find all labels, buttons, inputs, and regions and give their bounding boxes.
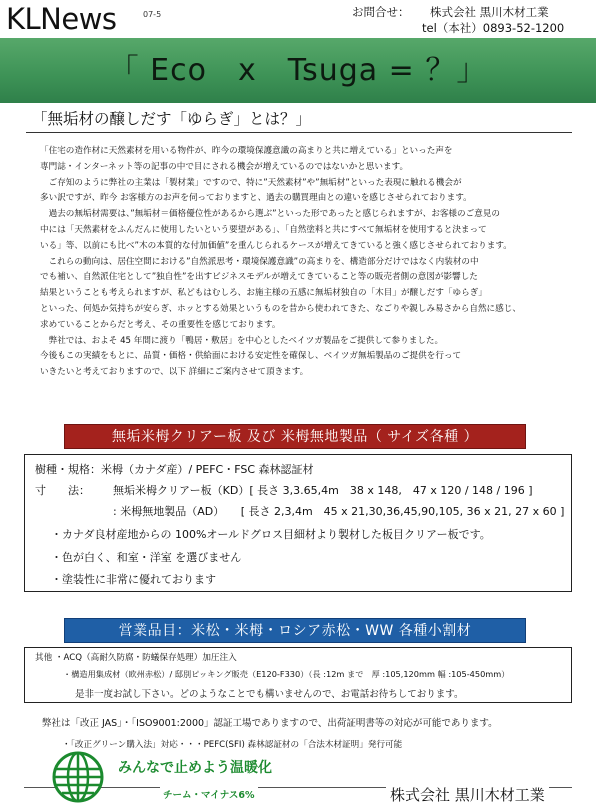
body-line: 結果ということも考えられますが、私どもはむしろ、お施主様の五感に無垢材独自の「木目」が醸しだす「ゆらぎ」	[40, 288, 487, 299]
species-spec: 樹種・規格：米栂（カナダ産）/ PEFC・FSC 森林認証材	[35, 463, 314, 476]
business-line: 其他 ・ACQ（高耐久防腐・防蟻保存処理）加圧注入	[35, 653, 237, 663]
body-line: ご存知のように弊社の主業は「製材業」ですので、特に”天然素材”や”無垢材”といった表現に触れる機会が	[40, 177, 462, 188]
certification-note: 弊社は「改正 JAS」・「ISO9001:2000」認証工場でありますので、出荷証明書等の対応が可能であります。	[42, 718, 498, 729]
team-minus-text: チーム・マイナス6%	[160, 787, 258, 801]
business-line: ・構造用集成材（欧州赤松）/ 邸別ピッキング販売（E120-F330）（長 :12m まで 厚 :105,120mm 幅 :105-450mm）	[63, 669, 510, 679]
body-line: 専門誌・インターネット等の記事の中で目にされる機会が増えているのではないかと思います。	[40, 161, 409, 172]
body-line: 中には「天然素材をふんだんに使用したいという要望がある」、「自然塗料と共にすべて無垢材を使用すると決まって	[40, 224, 487, 235]
body-line: いきたいと考えておりますので、以下 詳細にご案内させて頂きます。	[40, 367, 309, 378]
slogan-text: みんなで止めよう温暖化	[118, 760, 272, 776]
body-line: 多い訳ですが、昨今 お客様方のお声を伺っておりますと、過去の購買理由との違いを感じさせられております。	[40, 193, 472, 204]
business-box	[24, 647, 572, 703]
body-line: 求めていることからだと考え、その重要性を感じております。	[40, 319, 281, 330]
body-line: 弊社では、およそ 45 年間に渡り「鴨居・敷居」を中心としたベイツガ製品をご提供して参りました。	[40, 335, 444, 346]
body-line: 「住宅の造作材に天然素材を用いる物件が、昨今の環境保護意識の高まりと共に増えている」といった声を	[40, 146, 453, 156]
issue-number: 07-5	[143, 10, 162, 19]
feature-item: ・色が白く、和室・洋室 を選びません	[51, 551, 242, 564]
green-purchase-note: ・「改正グリーン購入法」対応・・・PEFC(SFI) 森林認証材の「合法木材証明」発行可能	[62, 740, 403, 750]
dimension-label: 寸 法：	[35, 484, 90, 497]
article-subheading: 「無垢材の醸しだす「ゆらぎ」とは？」	[26, 106, 572, 133]
body-line: これらの動向は、居住空間における”自然派思考・環境保護意識”の高まりを、構造部分だけではなく内装材の中	[40, 256, 479, 267]
contact-label: お問合せ：	[352, 5, 410, 19]
body-line: 過去の無垢材需要は、”無垢材＝価格優位性があるから選ぶ”といった形であったと感じられますが、お客様のご意見の	[40, 209, 500, 220]
feature-item: ・カナダ良材産地からの 100%オールドグロス目細材より製材した板目クリアー板です。	[51, 528, 491, 541]
feature-item: ・塗装性に非常に優れております	[51, 573, 216, 586]
business-line: 是非一度お試し下さい。どのようなことでも構いませんので、お電話お待ちしております。	[75, 689, 464, 700]
body-line: でも補い、自然派住宅として”独自性”を出すビジネスモデルが増えてきていること等の販売者側の意図が影響した	[40, 272, 478, 283]
products-box	[24, 454, 572, 592]
newsletter-brand: KLNews	[6, 2, 117, 36]
products-section-bar: 無垢米栂クリアー板 及び 米栂無地製品（ サイズ各種 ）	[64, 424, 526, 449]
business-section-bar: 営業品目：米松・米栂・ロシア赤松・WW 各種小割材	[64, 618, 526, 643]
dimension-plain-product: : 米栂無地製品（AD） [ 長さ 2,3,4m 45 x 21,30,36,45,90,105, 36 x 21, 27 x 60 ]	[113, 505, 565, 518]
globe-icon	[52, 751, 104, 803]
body-line: いる」等、以前にも比べ”木の本質的な付加価値”を重んじられるケースが増えてきていると強く感じさせられております。	[40, 240, 512, 251]
banner-title: 「 Eco x Tsuga = ？」	[108, 53, 488, 88]
dimension-clear-board: 無垢米栂クリアー板（KD）[ 長さ 3,3.65,4m 38 x 148, 47 x 120 / 148 / 196 ]	[113, 484, 533, 497]
contact-tel: tel（本社）0893-52-1200	[422, 21, 565, 35]
body-line: といった、何処か気持ちが安らぎ、ホッとする効果というものを昔から使われてきた、なごりや親しみ易さから自然に感じ、	[40, 303, 521, 314]
article-body	[40, 144, 580, 381]
footer-company: 株式会社 黒川木材工業	[386, 784, 549, 805]
contact-block	[352, 4, 564, 36]
body-line: 今後もこの実績をもとに、品質・価格・供給面における安定性を確保し、ベイツガ無垢製品のご提供を行って	[40, 351, 462, 362]
contact-company: 株式会社 黒川木材工業	[430, 5, 549, 19]
